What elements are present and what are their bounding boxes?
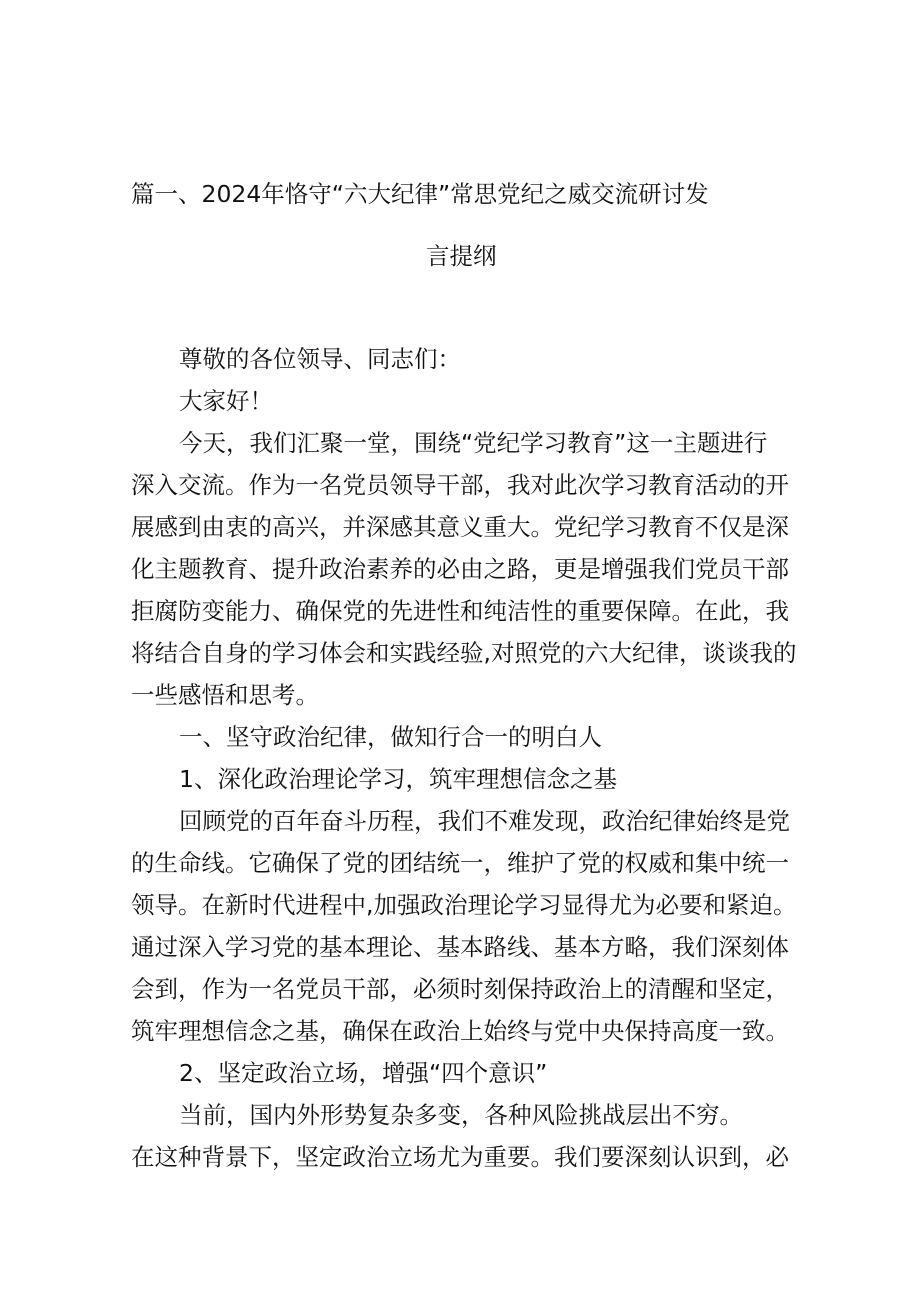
body-line: 深入交流。作为一名党员领导干部，我对此次学习教育活动的开: [131, 471, 789, 499]
document-title-line-2: 言提纲: [426, 242, 497, 270]
salutation: 尊敬的各位领导、同志们：: [179, 345, 461, 373]
body-line: 回顾党的百年奋斗历程，我们不难发现，政治纪律始终是党: [179, 807, 790, 835]
body-line: 展感到由衷的高兴，并深感其意义重大。党纪学习教育不仅是深: [131, 513, 789, 541]
subsection-heading: 2、坚定政治立场，增强“四个意识”: [179, 1059, 548, 1087]
body-line: 今天，我们汇聚一堂，围绕“党纪学习教育”这一主题进行: [179, 429, 768, 457]
body-line: 在这种背景下，坚定政治立场尤为重要。我们要深刻认识到，必: [131, 1143, 789, 1171]
body-line: 的生命线。它确保了党的团结统一，维护了党的权威和集中统一: [131, 849, 789, 877]
section-heading: 一、坚守政治纪律，做知行合一的明白人: [179, 723, 602, 751]
body-line: 化主题教育、提升政治素养的必由之路，更是增强我们党员干部: [131, 555, 789, 583]
body-line: 将结合自身的学习体会和实践经验,对照党的六大纪律，谈谈我的: [131, 639, 797, 667]
body-line: 当前，国内外形势复杂多变，各种风险挑战层出不穷。: [179, 1101, 743, 1129]
document-title-line-1: 篇一、2024年恪守“六大纪律”常思党纪之威交流研讨发: [131, 180, 709, 208]
greeting: 大家好！: [179, 387, 273, 415]
body-line: 筑牢理想信念之基，确保在政治上始终与党中央保持高度一致。: [131, 1017, 789, 1045]
body-line: 拒腐防变能力、确保党的先进性和纯洁性的重要保障。在此，我: [131, 597, 789, 625]
body-line: 通过深入学习党的基本理论、基本路线、基本方略，我们深刻体: [131, 933, 789, 961]
body-line: 领导。在新时代进程中,加强政治理论学习显得尤为必要和紧迫。: [131, 891, 797, 919]
document-body: [131, 338, 797, 1178]
body-line: 会到，作为一名党员干部，必须时刻保持政治上的清醒和坚定，: [131, 975, 789, 1003]
subsection-heading: 1、深化政治理论学习，筑牢理想信念之基: [179, 765, 617, 793]
body-line: 一些感悟和思考。: [131, 681, 319, 709]
